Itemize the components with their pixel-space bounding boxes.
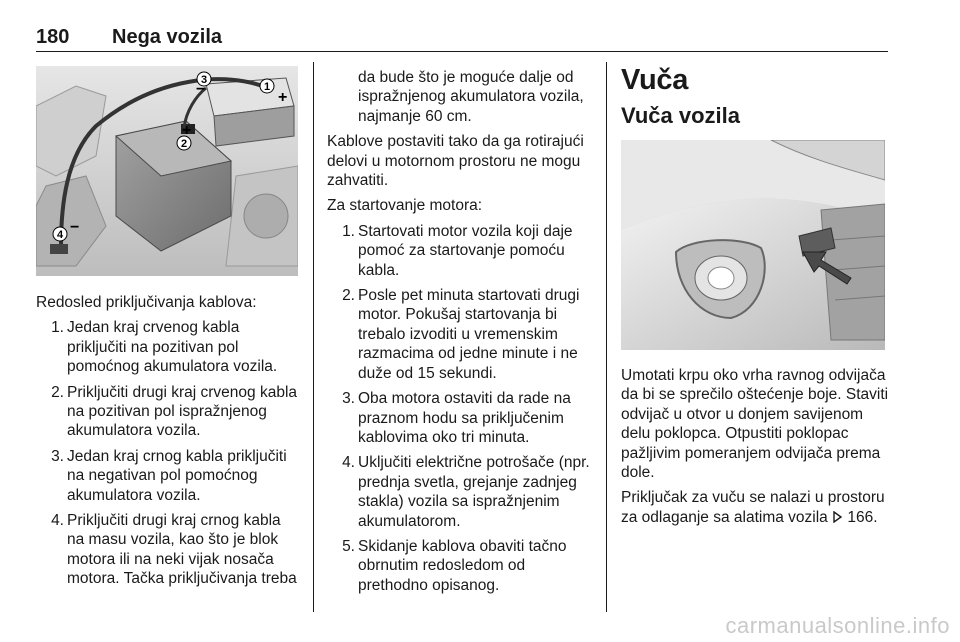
battery-sign-plus-1: + <box>278 89 288 106</box>
battery-label-3: 3 <box>200 74 208 86</box>
column-3-text <box>621 366 889 533</box>
connection-order-intro: Redosled priključivanja kablova: <box>36 294 257 311</box>
column-divider-2 <box>606 62 607 612</box>
start-steps-list <box>327 222 593 595</box>
towing-eye-cover-illustration <box>621 140 885 350</box>
chapter-title: Nega vozila <box>112 26 223 48</box>
continuation-text: da bude što je moguće dalje od ispražnjenog akumulatora vozila, najmanje 60 cm. <box>358 69 584 125</box>
battery-sign-minus-4: − <box>70 219 80 236</box>
list-item: 3. Jedan kraj crnog kabla priključiti na negativan pol pomoćnog akumulatora vozila. <box>51 447 287 504</box>
column-divider-1 <box>313 62 314 612</box>
subsection-title: Vuča vozila <box>621 103 741 128</box>
list-item: 3. Oba motora ostaviti da rade na praznom hodu sa priključenim kablovima oko tri minuta. <box>342 390 571 446</box>
list-item: 1. Jedan kraj crvenog kabla priključiti na pozitivan pol pomoćnog akumulatora vozila. <box>51 319 278 376</box>
page-reference-link[interactable]: 166. <box>847 508 878 526</box>
battery-sign-minus-3: − <box>196 81 206 98</box>
page-header <box>36 24 888 52</box>
page-number: 180 <box>36 26 70 48</box>
section-title: Vuča <box>621 64 689 96</box>
towing-cover-instructions: Umotati krpu oko vrha ravnog odvijača da bi se sprečilo oštećenje boje. Staviti odvijač u otvor u donjem savijenom delu poklopca. Otpustiti poklopac pažljivim pomeranjem odvijača prema dole. <box>621 367 889 482</box>
list-item: 5. Skidanje kablova obaviti tačno obrnutim redosledom od prethodno opisanog. <box>342 537 567 594</box>
start-engine-intro: Za startovanje motora: <box>327 197 483 215</box>
column-2-text <box>327 68 593 601</box>
list-item: 4. Uključiti električne potrošače (npr. prednja svetla, grejanje zadnjeg stakla) vozila sa ispražnjenim akumulatorom. <box>342 454 590 530</box>
connection-steps-list <box>36 318 302 588</box>
battery-label-4: 4 <box>56 229 64 241</box>
list-item: 4. Priključiti drugi kraj crnog kabla na masu vozila, kao što je blok motora ili na neki vijak nosača motora. Tačka priključivanja treba <box>51 512 297 588</box>
list-item: 2. Posle pet minuta startovati drugi motor. Pokušaj startovanja bi trebalo izvoditi u vremenskim razmacima od jedne minute i ne duže od 15 sekundi. <box>342 287 580 382</box>
column-1-text <box>36 293 302 595</box>
battery-label-1: 1 <box>263 81 271 93</box>
battery-sign-plus-2: + <box>182 122 192 139</box>
site-watermark: carmanualsonline.info <box>725 613 950 638</box>
list-item: 1. Startovati motor vozila koji daje pomoć za startovanje pomoću kabla. <box>342 222 573 279</box>
list-item: 2. Priključiti drugi kraj crvenog kabla na pozitivan pol ispražnjenog akumulatora vozila. <box>51 383 298 440</box>
battery-label-2: 2 <box>180 138 188 150</box>
towing-eye-location: Priključak za vuču se nalazi u prostoru za odlaganje sa alatima vozila 166. <box>621 489 885 526</box>
page-reference-icon <box>832 511 843 523</box>
cable-routing-paragraph: Kablove postaviti tako da ga rotirajući delovi u motornom prostoru ne mogu zahvatiti. <box>327 133 584 190</box>
battery-jump-start-illustration <box>36 66 298 276</box>
